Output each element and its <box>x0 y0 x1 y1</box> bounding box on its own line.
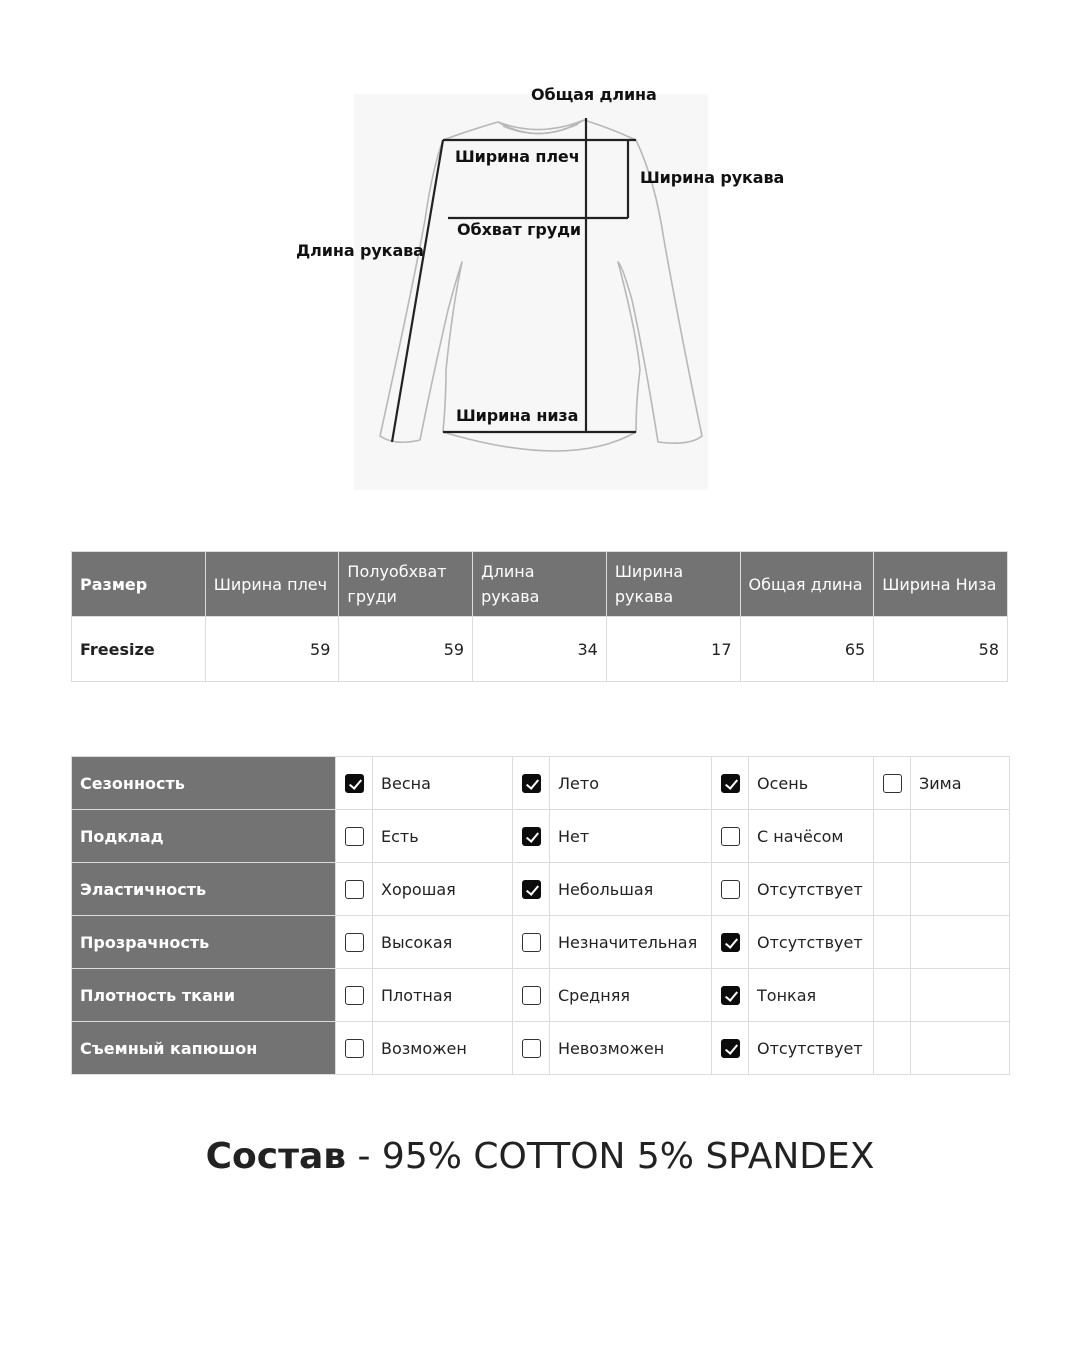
checkbox-cell <box>874 1022 911 1075</box>
header-size: Размер <box>72 552 206 617</box>
checkbox-cell <box>874 863 911 916</box>
checkbox-cell <box>513 1022 550 1075</box>
cell-sleeve-width: 17 <box>606 617 740 682</box>
option-label: Незначительная <box>550 916 712 969</box>
checkbox-checked[interactable] <box>522 880 541 899</box>
option-label: Хорошая <box>373 863 513 916</box>
checkbox-cell <box>336 810 373 863</box>
attribute-row <box>72 1022 1010 1075</box>
option-label: Есть <box>373 810 513 863</box>
label-hem-width: Ширина низа <box>456 406 579 425</box>
checkbox-cell <box>874 969 911 1022</box>
attribute-label: Съемный капюшон <box>72 1022 336 1075</box>
attributes-table <box>71 756 1010 1075</box>
checkbox-unchecked[interactable] <box>522 933 541 952</box>
attribute-label: Эластичность <box>72 863 336 916</box>
cell-total-length: 65 <box>740 617 874 682</box>
checkbox-cell <box>513 810 550 863</box>
label-shoulder-width: Ширина плеч <box>455 147 580 166</box>
label-sleeve-width: Ширина рукава <box>640 168 785 187</box>
attribute-label: Сезонность <box>72 757 336 810</box>
checkbox-unchecked[interactable] <box>345 1039 364 1058</box>
checkbox-unchecked[interactable] <box>345 827 364 846</box>
checkbox-unchecked[interactable] <box>345 933 364 952</box>
option-label <box>911 810 1010 863</box>
checkbox-cell <box>513 863 550 916</box>
checkbox-unchecked[interactable] <box>721 827 740 846</box>
checkbox-cell <box>513 757 550 810</box>
cell-hem-width: 58 <box>874 617 1008 682</box>
composition-line <box>0 1136 1080 1177</box>
checkbox-checked[interactable] <box>522 774 541 793</box>
option-label: Средняя <box>550 969 712 1022</box>
attribute-row <box>72 810 1010 863</box>
option-label: Тонкая <box>749 969 874 1022</box>
header-sleeve-length: Длина рукава <box>473 552 607 617</box>
option-label: Небольшая <box>550 863 712 916</box>
checkbox-unchecked[interactable] <box>345 986 364 1005</box>
cell-size: Freesize <box>72 617 206 682</box>
checkbox-cell <box>874 810 911 863</box>
cell-half-chest: 59 <box>339 617 473 682</box>
header-shoulder-width: Ширина плеч <box>205 552 339 617</box>
composition-value: - 95% COTTON 5% SPANDEX <box>346 1136 875 1177</box>
table-row <box>72 617 1008 682</box>
checkbox-unchecked[interactable] <box>522 986 541 1005</box>
checkbox-checked[interactable] <box>345 774 364 793</box>
checkbox-cell <box>712 1022 749 1075</box>
attribute-label: Плотность ткани <box>72 969 336 1022</box>
header-sleeve-width: Ширина рукава <box>606 552 740 617</box>
attribute-row <box>72 916 1010 969</box>
attribute-label: Прозрачность <box>72 916 336 969</box>
option-label: Зима <box>911 757 1010 810</box>
checkbox-cell <box>874 757 911 810</box>
checkbox-cell <box>712 863 749 916</box>
checkbox-cell <box>336 757 373 810</box>
option-label: Плотная <box>373 969 513 1022</box>
checkbox-checked[interactable] <box>721 1039 740 1058</box>
cell-sleeve-length: 34 <box>473 617 607 682</box>
measurement-diagram <box>0 0 1080 520</box>
checkbox-checked[interactable] <box>522 827 541 846</box>
checkbox-unchecked[interactable] <box>345 880 364 899</box>
label-sleeve-length: Длина рукава <box>296 241 424 260</box>
option-label: Возможен <box>373 1022 513 1075</box>
garment-sketch <box>0 0 1080 520</box>
size-table-header <box>72 552 1008 617</box>
label-total-length: Общая длина <box>531 85 657 104</box>
option-label <box>911 863 1010 916</box>
checkbox-cell <box>513 969 550 1022</box>
option-label: Весна <box>373 757 513 810</box>
checkbox-checked[interactable] <box>721 986 740 1005</box>
checkbox-cell <box>513 916 550 969</box>
checkbox-checked[interactable] <box>721 774 740 793</box>
header-total-length: Общая длина <box>740 552 874 617</box>
header-half-chest: Полуобхват груди <box>339 552 473 617</box>
option-label: Лето <box>550 757 712 810</box>
attribute-row <box>72 969 1010 1022</box>
composition-label: Состав <box>205 1136 347 1177</box>
checkbox-checked[interactable] <box>721 933 740 952</box>
attribute-row <box>72 863 1010 916</box>
label-chest: Обхват груди <box>457 220 582 239</box>
checkbox-cell <box>336 916 373 969</box>
option-label: Нет <box>550 810 712 863</box>
checkbox-unchecked[interactable] <box>721 880 740 899</box>
option-label <box>911 969 1010 1022</box>
option-label <box>911 1022 1010 1075</box>
option-label: Осень <box>749 757 874 810</box>
attribute-row <box>72 757 1010 810</box>
option-label: Отсутствует <box>749 916 874 969</box>
checkbox-unchecked[interactable] <box>522 1039 541 1058</box>
checkbox-cell <box>712 810 749 863</box>
option-label: С начёсом <box>749 810 874 863</box>
checkbox-unchecked[interactable] <box>883 774 902 793</box>
size-table <box>71 551 1008 682</box>
checkbox-cell <box>874 916 911 969</box>
checkbox-cell <box>336 969 373 1022</box>
option-label: Невозможен <box>550 1022 712 1075</box>
header-hem-width: Ширина Низа <box>874 552 1008 617</box>
option-label: Отсутствует <box>749 863 874 916</box>
attribute-label: Подклад <box>72 810 336 863</box>
option-label: Высокая <box>373 916 513 969</box>
checkbox-cell <box>336 1022 373 1075</box>
checkbox-cell <box>712 757 749 810</box>
checkbox-cell <box>712 916 749 969</box>
option-label: Отсутствует <box>749 1022 874 1075</box>
cell-shoulder-width: 59 <box>205 617 339 682</box>
option-label <box>911 916 1010 969</box>
checkbox-cell <box>712 969 749 1022</box>
checkbox-cell <box>336 863 373 916</box>
